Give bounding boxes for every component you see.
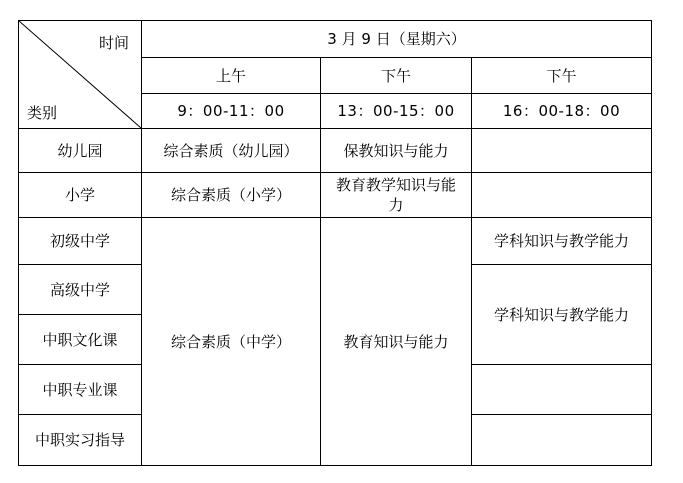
session-3-time: 16：00-18：00	[472, 94, 652, 129]
session-3-period: 下午	[472, 58, 652, 94]
time-corner-label: 时间	[98, 34, 129, 52]
middle-session-2: 教育知识与能力	[321, 218, 472, 466]
vocational-internship-session-3	[472, 415, 652, 466]
senior-vocational-session-3: 学科知识与教学能力	[472, 265, 652, 365]
session-2-time: 13：00-15：00	[321, 94, 472, 129]
middle-session-1: 综合素质（中学）	[142, 218, 321, 466]
category-junior-middle: 初级中学	[19, 218, 142, 265]
session-1-time: 9：00-11：00	[142, 94, 321, 129]
kindergarten-session-2: 保教知识与能力	[321, 129, 472, 173]
primary-session-3	[472, 173, 652, 218]
exam-date: 3 月 9 日（星期六）	[142, 21, 652, 58]
corner-header-cell	[19, 21, 142, 129]
category-vocational-professional: 中职专业课	[19, 365, 142, 415]
exam-schedule-table	[18, 20, 652, 466]
category-primary: 小学	[19, 173, 142, 218]
junior-middle-session-3: 学科知识与教学能力	[472, 218, 652, 265]
kindergarten-session-3	[472, 129, 652, 173]
category-vocational-internship: 中职实习指导	[19, 415, 142, 466]
primary-session-2	[321, 173, 472, 218]
vocational-professional-session-3	[472, 365, 652, 415]
category-senior-middle: 高级中学	[19, 265, 142, 315]
primary-session-1: 综合素质（小学）	[142, 173, 321, 218]
session-2-period: 下午	[321, 58, 472, 94]
category-corner-label: 类别	[27, 104, 58, 122]
category-kindergarten: 幼儿园	[19, 129, 142, 173]
primary-session-2-text: 教育教学知识与能力	[335, 176, 456, 214]
session-1-period: 上午	[142, 58, 321, 94]
category-vocational-culture: 中职文化课	[19, 315, 142, 365]
kindergarten-session-1: 综合素质（幼儿园）	[142, 129, 321, 173]
